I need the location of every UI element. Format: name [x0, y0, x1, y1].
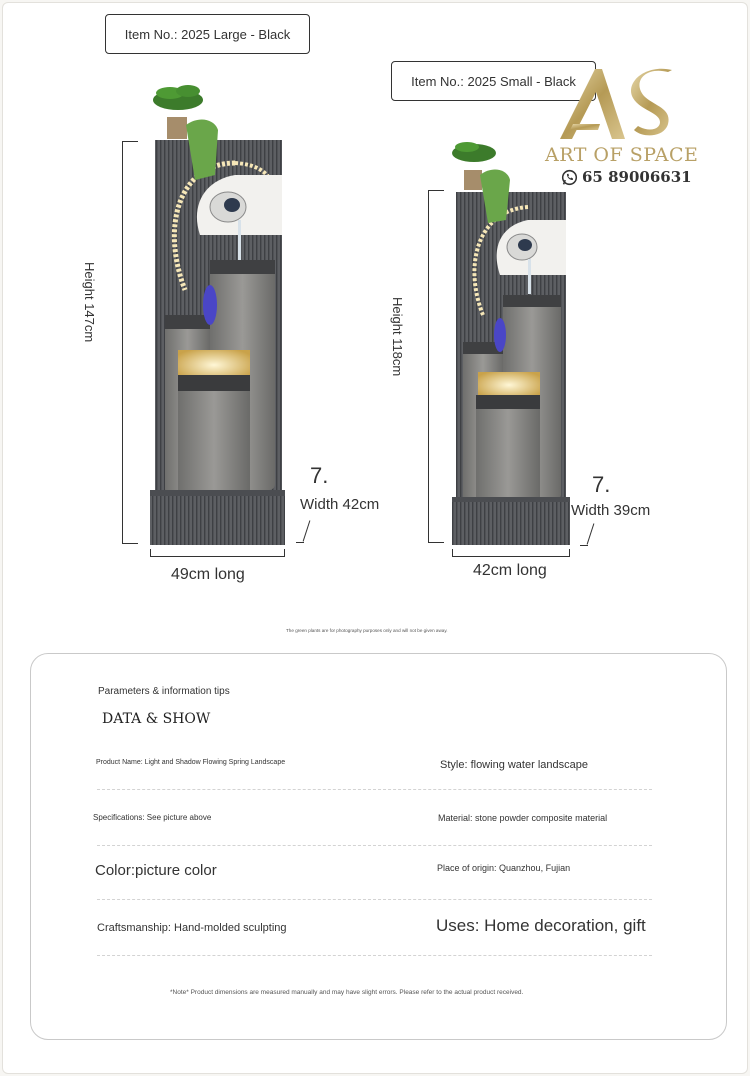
- width-num-large: 7.: [310, 463, 329, 488]
- height-line-small: [428, 190, 429, 543]
- height-label-small: Height 118cm: [390, 297, 405, 377]
- plants-disclaimer: The green plants are for photography purposes only and will not be given away.: [286, 628, 448, 633]
- whatsapp-icon: [561, 169, 578, 186]
- height-tick-top-small: [428, 190, 444, 191]
- height-line-large: [122, 141, 123, 544]
- item-label-large: [105, 14, 310, 54]
- length-tick-left-large: [150, 549, 151, 557]
- item-label-small-text: Item No.: 2025 Small - Black: [411, 73, 576, 89]
- product-name: Product Name: Light and Shadow Flowing Spring Landscape: [96, 759, 286, 766]
- length-tick-left-small: [452, 549, 453, 557]
- width-slash-base-small: [580, 545, 588, 546]
- width-slash-base-large: [296, 542, 304, 543]
- length-line-large: [150, 556, 285, 557]
- fountain-small-image: [448, 135, 573, 545]
- style: Style: flowing water landscape: [440, 759, 588, 771]
- fountain-large-image: [140, 75, 290, 545]
- specifications: Specifications: See picture above: [93, 813, 212, 822]
- row-divider-3: [97, 899, 652, 900]
- parameters-card: [30, 653, 727, 1040]
- length-tick-right-small: [569, 549, 570, 557]
- height-tick-bottom-large: [122, 543, 138, 544]
- params-subtitle: Parameters & information tips: [98, 686, 230, 697]
- height-tick-top-large: [122, 141, 138, 142]
- brand-monogram-icon: [540, 64, 700, 144]
- height-label-large: Height 147cm: [82, 262, 97, 343]
- row-divider-2: [97, 845, 652, 846]
- row-divider-1: [97, 789, 652, 790]
- width-num-small: 7.: [592, 472, 611, 497]
- length-label-small: 42cm long: [473, 562, 547, 579]
- width-label-large: Width 42cm: [300, 496, 380, 513]
- brand-name: ART OF SPACE: [545, 144, 699, 166]
- length-tick-right-large: [284, 549, 285, 557]
- brand-logo: [540, 64, 700, 192]
- length-line-small: [452, 556, 570, 557]
- length-label-large: 49cm long: [171, 566, 245, 583]
- color: Color:picture color: [95, 862, 217, 879]
- material: Material: stone powder composite material: [438, 813, 608, 823]
- craftsmanship: Craftsmanship: Hand-molded sculpting: [97, 922, 287, 934]
- uses: Uses: Home decoration, gift: [436, 916, 646, 935]
- brand-phone-row: [561, 168, 692, 186]
- row-divider-4: [97, 955, 652, 956]
- item-label-large-text: Item No.: 2025 Large - Black: [124, 26, 291, 42]
- width-label-small: Width 39cm: [571, 502, 651, 519]
- params-title: DATA & SHOW: [102, 711, 211, 727]
- place-of-origin: Place of origin: Quanzhou, Fujian: [437, 863, 571, 873]
- dimensions-note: *Note* Product dimensions are measured manually and may have slight errors. Please refer to the actual product received.: [170, 989, 524, 996]
- brand-phone: 65 89006631: [582, 168, 692, 186]
- height-tick-bottom-small: [428, 542, 444, 543]
